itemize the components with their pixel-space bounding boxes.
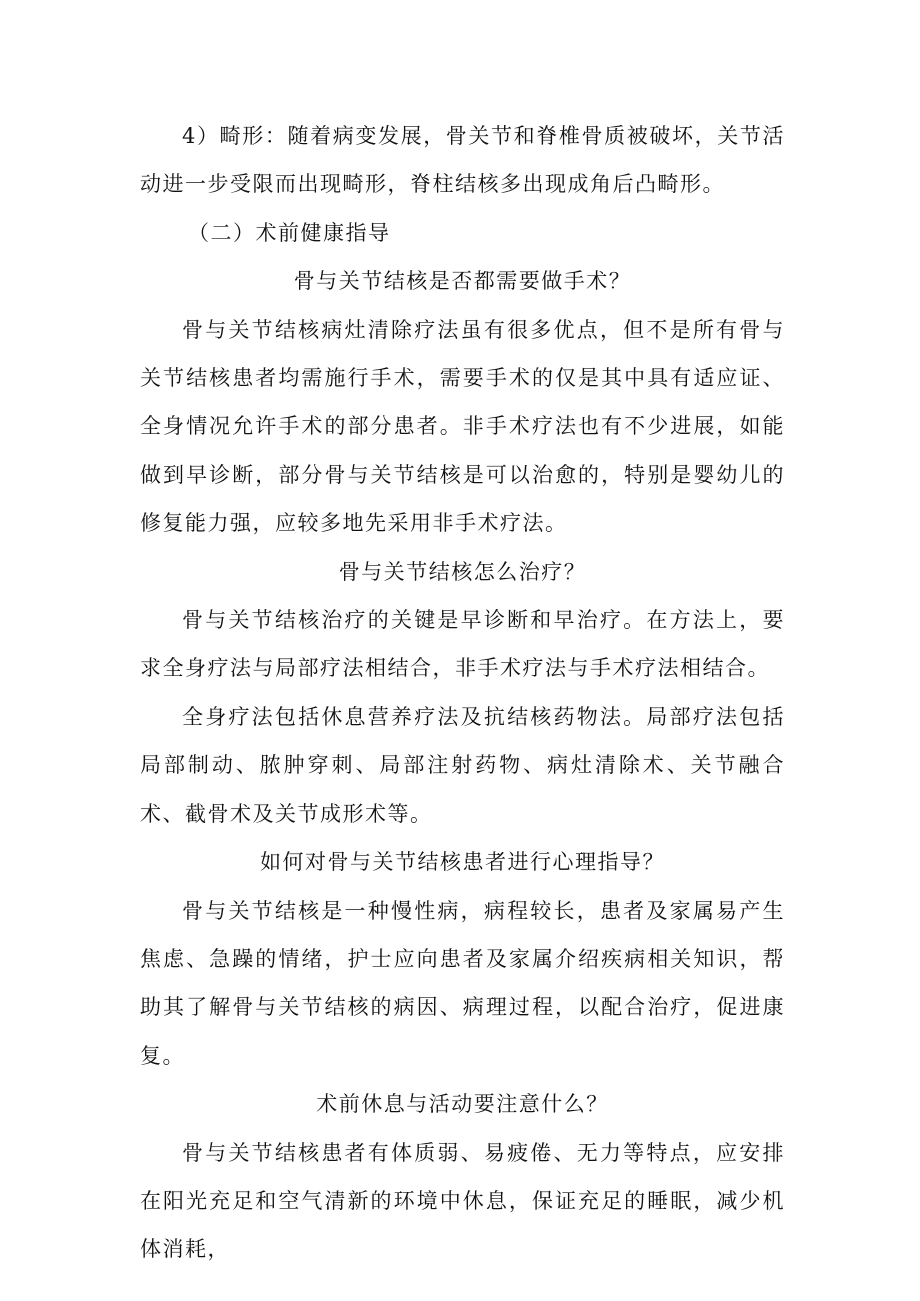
paragraph-deformity: 4）畸形：随着病变发展，骨关节和脊椎骨质被破坏，关节活动进一步受限而出现畸形，脊柱结核多出现成角后凸畸形。: [140, 124, 785, 197]
question-heading-surgery: 骨与关节结核是否都需要做手术？: [293, 269, 632, 294]
section-heading: （二）术前健康指导: [188, 220, 391, 245]
paragraph-treatment-methods: 全身疗法包括休息营养疗法及抗结核药物法。局部疗法包括局部制动、脓肿穿刺、局部注射药物、病灶清除术、关节融合术、截骨术及关节成形术等。: [140, 704, 785, 826]
question-heading-treatment: 骨与关节结核怎么治疗？: [338, 559, 587, 584]
question-heading-rest-activity: 术前休息与活动要注意什么？: [316, 1092, 609, 1117]
paragraph-treatment-key: 骨与关节结核治疗的关键是早诊断和早治疗。在方法上，要求全身疗法与局部疗法相结合，非手术疗法与手术疗法相结合。: [140, 608, 785, 681]
paragraph-psychological-answer: 骨与关节结核是一种慢性病，病程较长，患者及家属易产生焦虑、急躁的情绪，护士应向患者及家属介绍疾病相关知识，帮助其了解骨与关节结核的病因、病理过程，以配合治疗，促进康复。: [140, 898, 785, 1068]
paragraph-surgery-answer: 骨与关节结核病灶清除疗法虽有很多优点，但不是所有骨与关节结核患者均需施行手术，需要手术的仅是其中具有适应证、全身情况允许手术的部分患者。非手术疗法也有不少进展，如能做到早诊断，部分骨与关节结核是可以治愈的，特别是婴幼儿的修复能力强，应较多地先采用非手术疗法。: [140, 317, 785, 536]
document-body: [140, 112, 785, 1274]
question-heading-psychological: 如何对骨与关节结核患者进行心理指导？: [260, 850, 665, 875]
paragraph-rest-activity-answer: 骨与关节结核患者有体质弱、易疲倦、无力等特点，应安排在阳光充足和空气清新的环境中休息，保证充足的睡眠，减少机体消耗，: [140, 1140, 785, 1262]
